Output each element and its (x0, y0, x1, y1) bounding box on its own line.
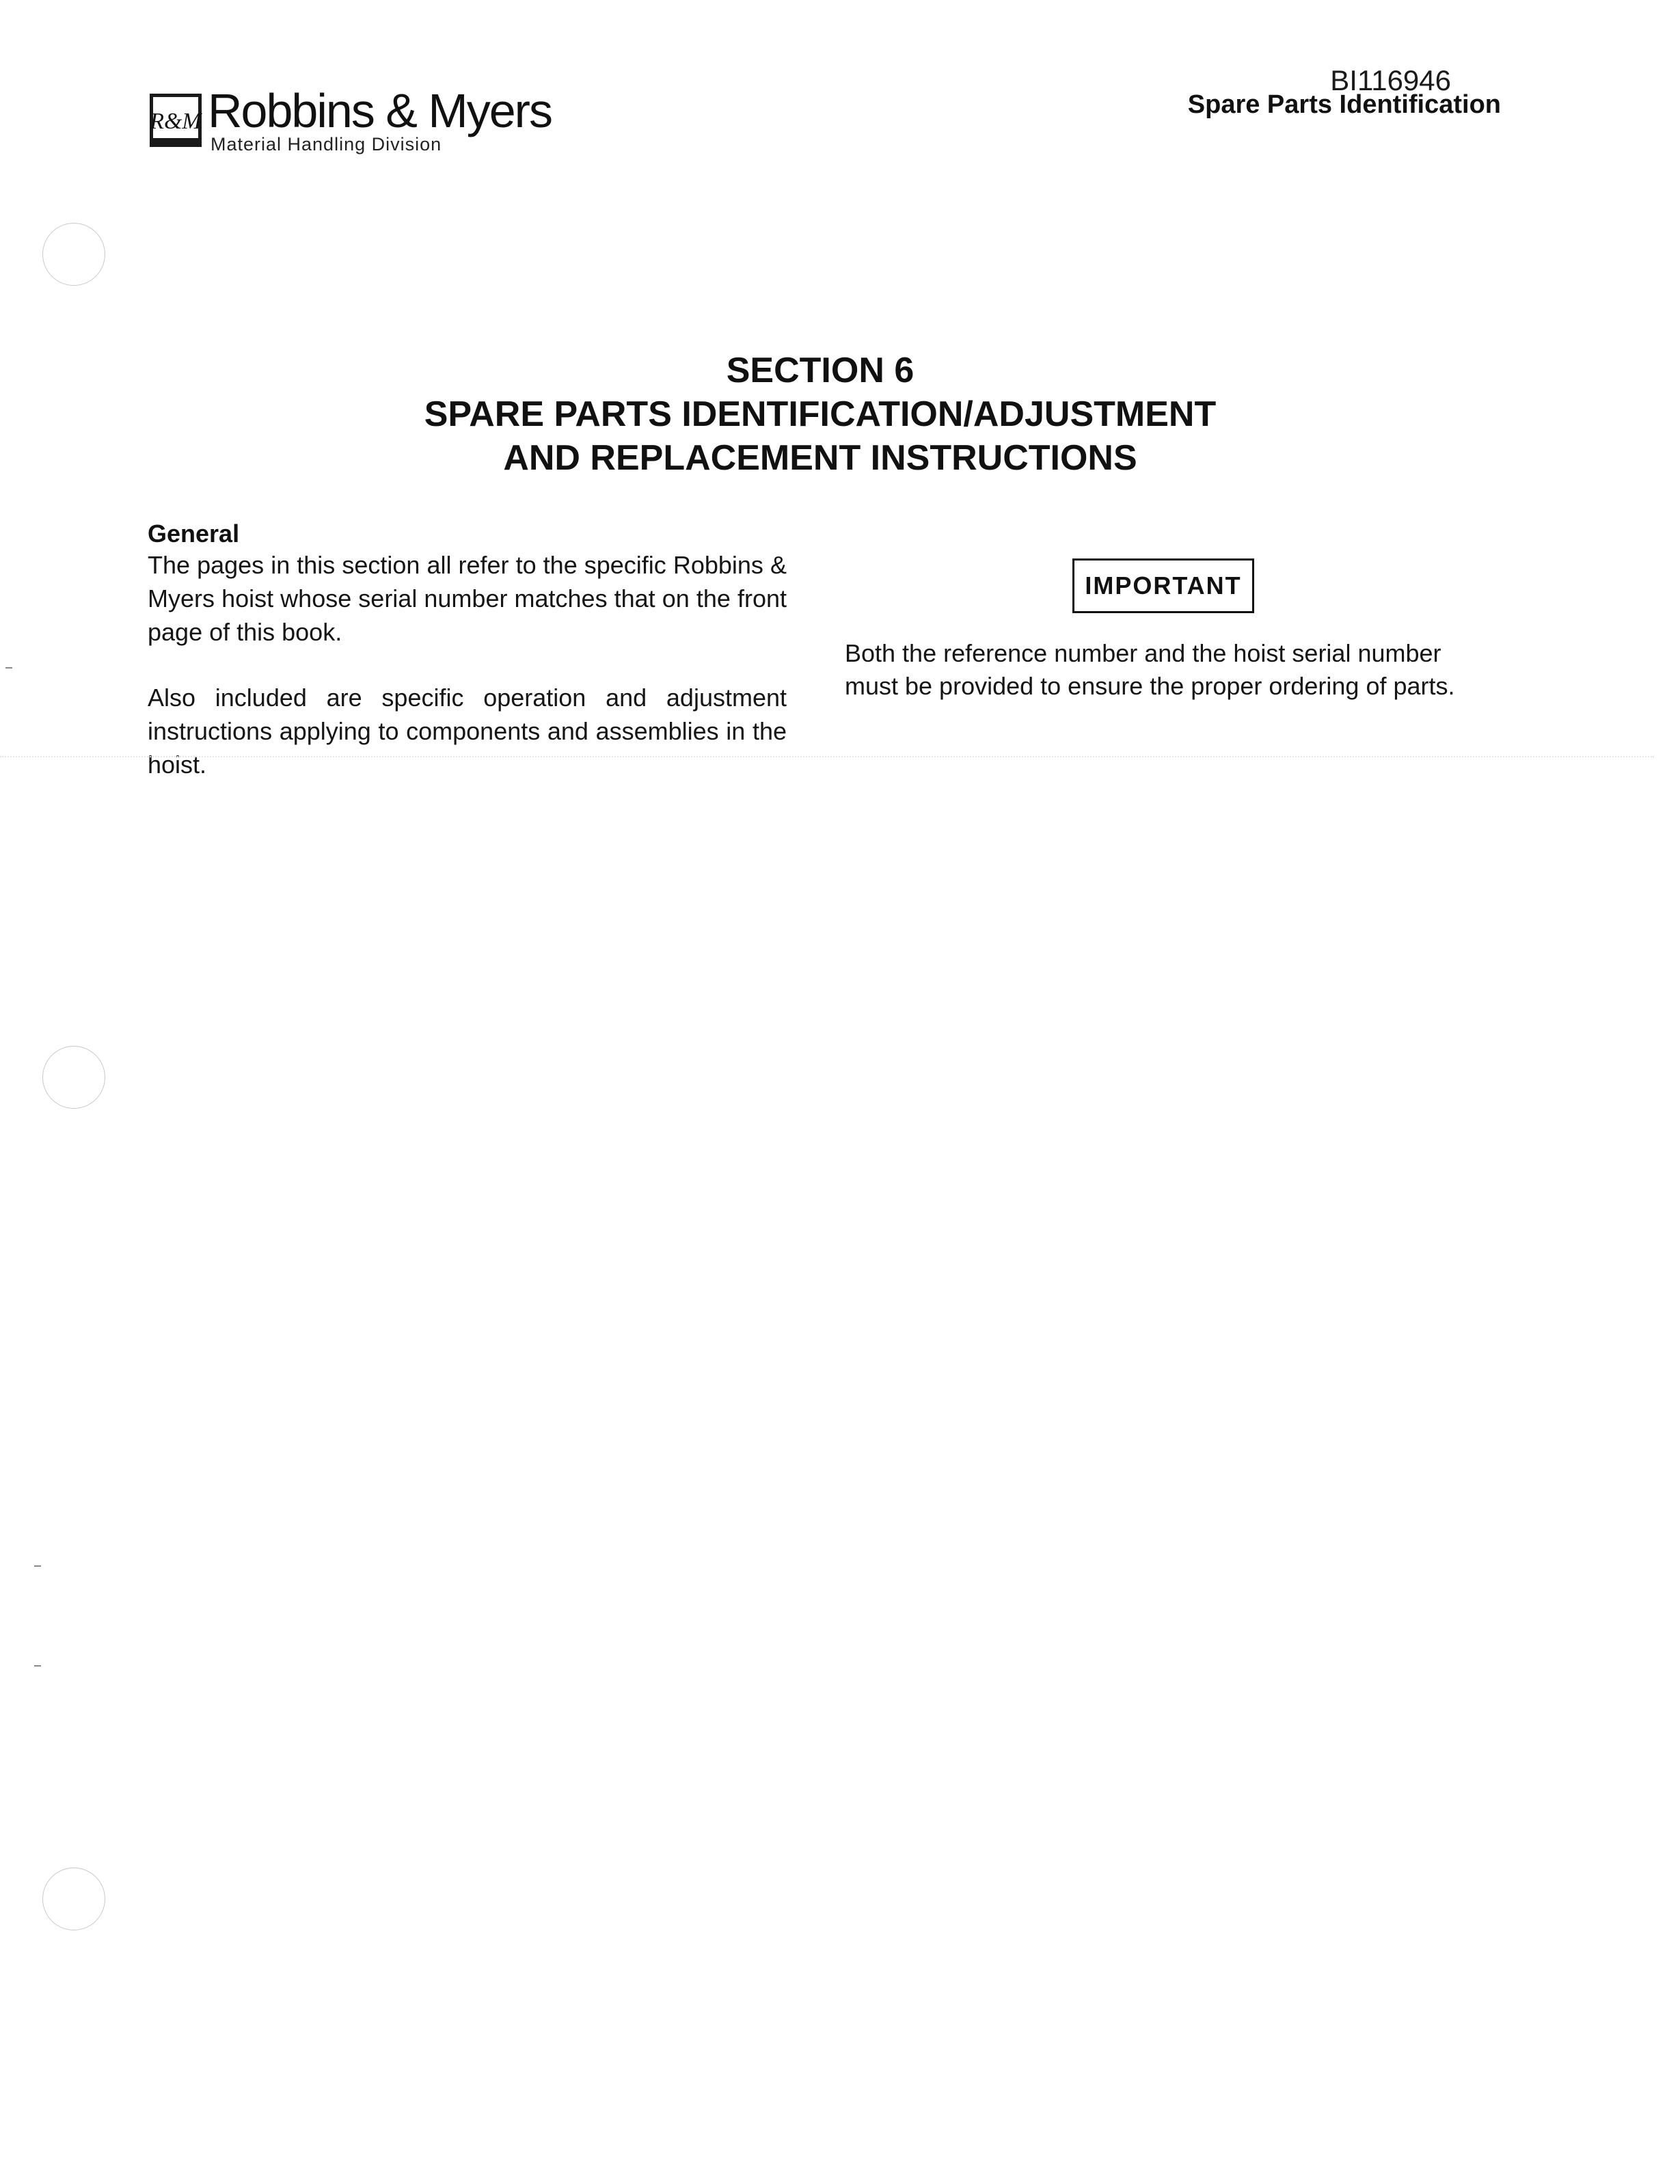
general-paragraph-1: The pages in this section all refer to the specific Robbins & Myers hoist whose serial number matches that on the front page of this book. (148, 551, 787, 646)
scan-speck (5, 667, 12, 669)
rm-monogram-icon (149, 93, 202, 148)
general-heading: General (148, 520, 240, 548)
important-label: IMPORTANT (1072, 558, 1254, 613)
document-number: BI116946 (1330, 64, 1451, 96)
section-number: SECTION 6 (726, 351, 914, 390)
binder-hole-icon (42, 1046, 105, 1109)
scan-speck (34, 1665, 41, 1667)
company-name: Robbins & Myers (208, 84, 552, 137)
important-note: Both the reference number and the hoist serial number must be provided to ensure the proper ordering of parts. (845, 639, 1455, 700)
binder-hole-icon (42, 223, 105, 286)
scan-artifact-line (0, 756, 1654, 757)
scan-speck (34, 1565, 41, 1567)
section-title-line-2: SPARE PARTS IDENTIFICATION/ADJUSTMENT (424, 394, 1217, 434)
svg-text:R&M: R&M (150, 109, 202, 134)
section-title-line-3: AND REPLACEMENT INSTRUCTIONS (503, 438, 1137, 478)
document-subtitle: Spare Parts Identification (1187, 90, 1501, 119)
company-division: Material Handling Division (211, 134, 442, 154)
company-logo (149, 84, 552, 163)
binder-hole-icon (42, 1868, 105, 1930)
general-paragraph-2: Also included are specific operation and adjustment instructions applying to components and assemblies in the hoist. (148, 684, 787, 779)
section-title (0, 349, 1640, 480)
